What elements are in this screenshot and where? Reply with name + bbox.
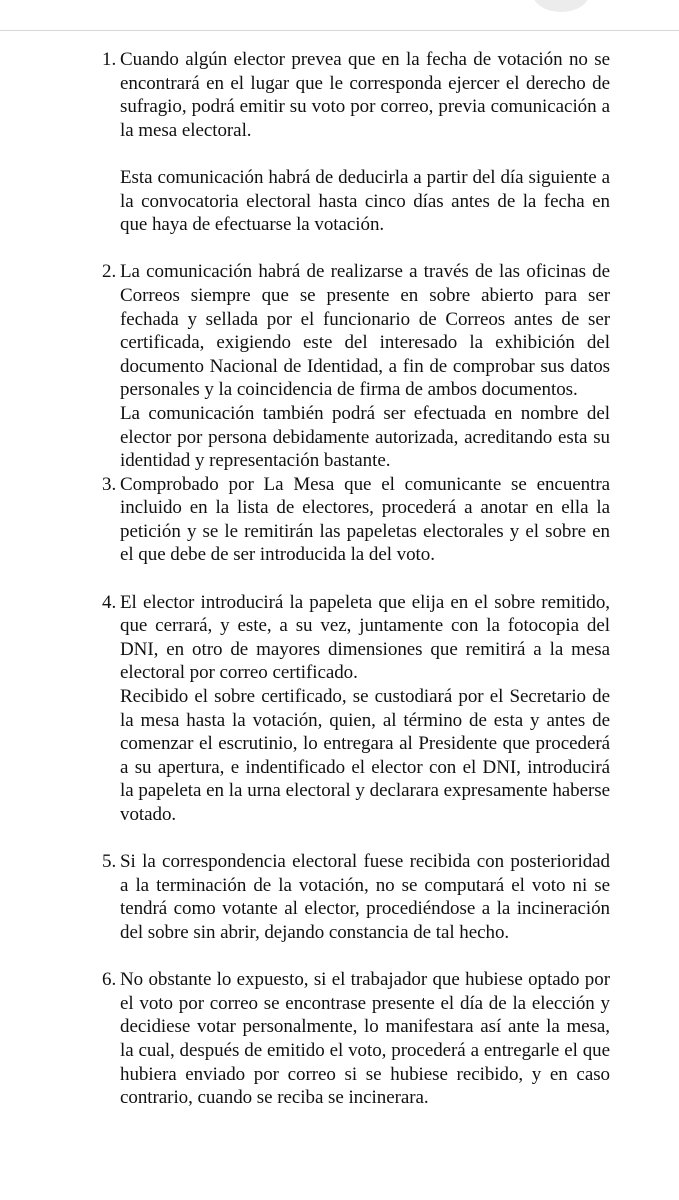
- item-number: 2.: [102, 261, 117, 283]
- list-item-3: [0, 473, 679, 567]
- list-item-2: [0, 260, 679, 472]
- document-body: [0, 48, 679, 1110]
- top-bar: [0, 0, 679, 31]
- item-number: 5.: [102, 851, 117, 873]
- list-item-5: [0, 850, 679, 944]
- item-number: 1.: [102, 49, 117, 70]
- item-number: 6.: [102, 969, 117, 991]
- item-paragraph: Comprobado por La Mesa que el comunicante se encuentra incluido en la lista de electores, procederá a anotar en ella la petición y se le remitirán las papeletas electorales y el sobre en el que debe de ser introducida la del voto.: [120, 473, 610, 566]
- top-bar-shape: [533, 0, 589, 12]
- item-number: 3.: [102, 473, 117, 495]
- item-paragraph: La comunicación habrá de realizarse a través de las oficinas de Correos siempre que se presente en sobre abierto para ser fechada y sellada por el funcionario de Correos antes de ser certificada, exigiendo este del interesado la exhibición del documento Nacional de Identidad, a fin de comprobar sus datos personales y la coincidencia de firma de ambos documentos.: [120, 261, 610, 401]
- item-paragraph: No obstante lo expuesto, si el trabajador que hubiese optado por el voto por correo se encontrase presente el día de la elección y decidiese votar personalmente, lo manifestara así ante la mesa, la cual, después de emitido el voto, procederá a entregarle el que hubiera enviado por correo si se hubiese recibido, y en caso contrario, cuando se reciba se incinerara.: [120, 969, 610, 1109]
- list-item-4: [0, 591, 679, 827]
- item-paragraph: El elector introducirá la papeleta que elija en el sobre remitido, que cerrará, y este, a su vez, juntamente con la fotocopia del DNI, en otro de mayores dimensiones que remitirá a la mesa electoral por correo certificado.: [120, 591, 610, 684]
- item-paragraph: Cuando algún elector prevea que en la fecha de votación no se encontrará en el lugar que le corresponda ejercer el derecho de sufragio, podrá emitir su voto por correo, previa comunicación a la mesa electoral.: [120, 49, 610, 141]
- item-number: 4.: [102, 591, 117, 613]
- list-item-6: [0, 968, 679, 1110]
- item-paragraph: Si la correspondencia electoral fuese recibida con posterioridad a la terminación de la votación, no se computará el voto ni se tendrá como votante al elector, procediéndose a la incineración del sobre sin abrir, dejando constancia de tal hecho.: [120, 851, 610, 943]
- item-paragraph: La comunicación también podrá ser efectuada en nombre del elector por persona debidamente autorizada, acreditando esta su identidad y representación bastante.: [120, 402, 610, 472]
- item-paragraph: Esta comunicación habrá de deducirla a partir del día siguiente a la convocatoria electoral hasta cinco días antes de la fecha en que haya de efectuarse la votación.: [120, 166, 610, 236]
- list-item-1: [0, 48, 679, 237]
- item-paragraph: Recibido el sobre certificado, se custodiará por el Secretario de la mesa hasta la votación, quien, al término de esta y antes de comenzar el escrutinio, lo entregara al Presidente que procederá a su apertura, e indentificado el elector con el DNI, introducirá la papeleta en la urna electoral y declarara expresamente haberse votado.: [120, 686, 610, 825]
